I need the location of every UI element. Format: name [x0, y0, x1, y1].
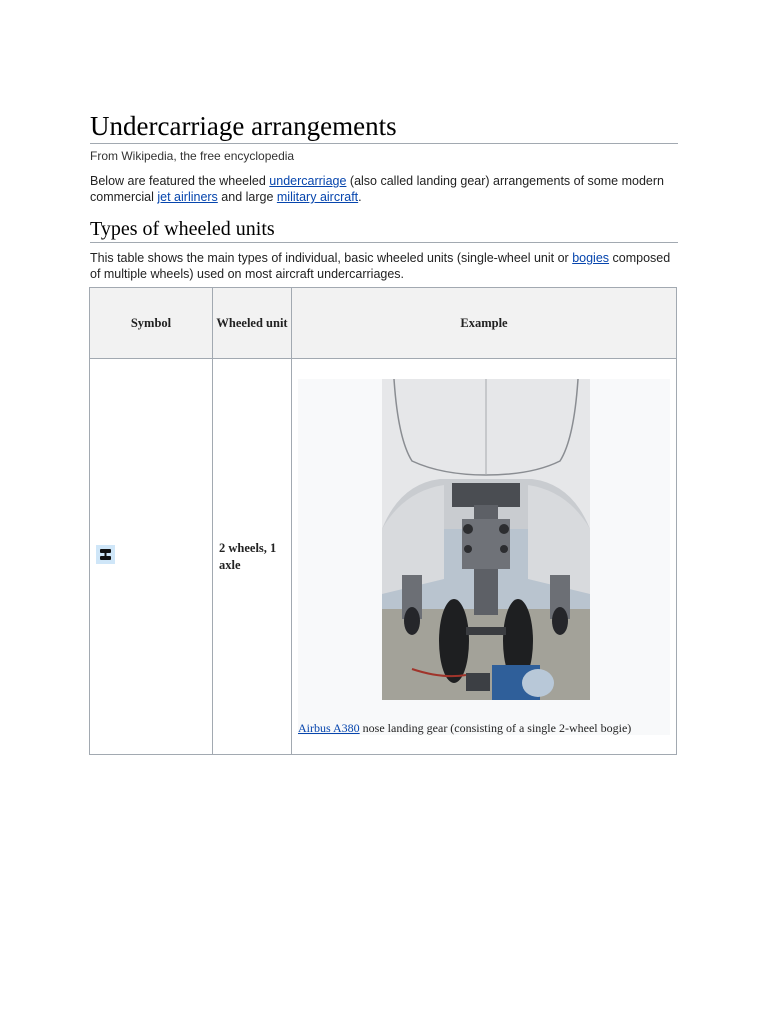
- table-intro-text-2: composed of multiple wheels) used on most aircraft undercarriages.: [90, 251, 671, 281]
- header-wheeled-unit: Wheeled unit: [213, 288, 292, 359]
- table-row: [90, 359, 677, 755]
- airbus-a380-link[interactable]: Airbus A380: [298, 720, 360, 735]
- example-thumbnail: [298, 379, 670, 735]
- table-header-row: [90, 288, 677, 359]
- intro-text-3: and large: [217, 190, 277, 204]
- symbol-cell: [90, 359, 213, 755]
- example-cell: [292, 359, 677, 755]
- undercarriage-link[interactable]: undercarriage: [269, 174, 347, 188]
- wheeled-unit-cell: 2 wheels, 1 axle: [213, 359, 292, 755]
- bogies-link[interactable]: bogies: [572, 251, 610, 265]
- tagline: From Wikipedia, the free encyclopedia: [90, 149, 295, 163]
- a380-nose-gear-photo[interactable]: [382, 379, 590, 700]
- page-title: Undercarriage arrangements: [90, 110, 678, 144]
- table-intro-paragraph: [90, 250, 678, 282]
- header-example: Example: [292, 288, 677, 359]
- wheeled-units-table: [89, 287, 677, 755]
- intro-text-2: (also called landing gear) arrangements of some modern commercial: [90, 174, 664, 204]
- intro-text-1: Below are featured the wheeled: [90, 174, 270, 188]
- example-caption: [298, 721, 631, 735]
- intro-text-4: .: [358, 190, 362, 204]
- header-symbol: Symbol: [90, 288, 213, 359]
- table-intro-text-1: This table shows the main types of individual, basic wheeled units (single-wheel unit or: [90, 251, 573, 265]
- intro-paragraph: [90, 173, 678, 205]
- jet-airliners-link[interactable]: jet airliners: [157, 190, 218, 204]
- section-heading: Types of wheeled units: [90, 217, 678, 243]
- two-wheel-one-axle-symbol-icon: [96, 545, 115, 564]
- military-aircraft-link[interactable]: military aircraft: [276, 190, 359, 204]
- caption-text: nose landing gear (consisting of a single 2-wheel bogie): [359, 720, 632, 735]
- article: [90, 110, 678, 282]
